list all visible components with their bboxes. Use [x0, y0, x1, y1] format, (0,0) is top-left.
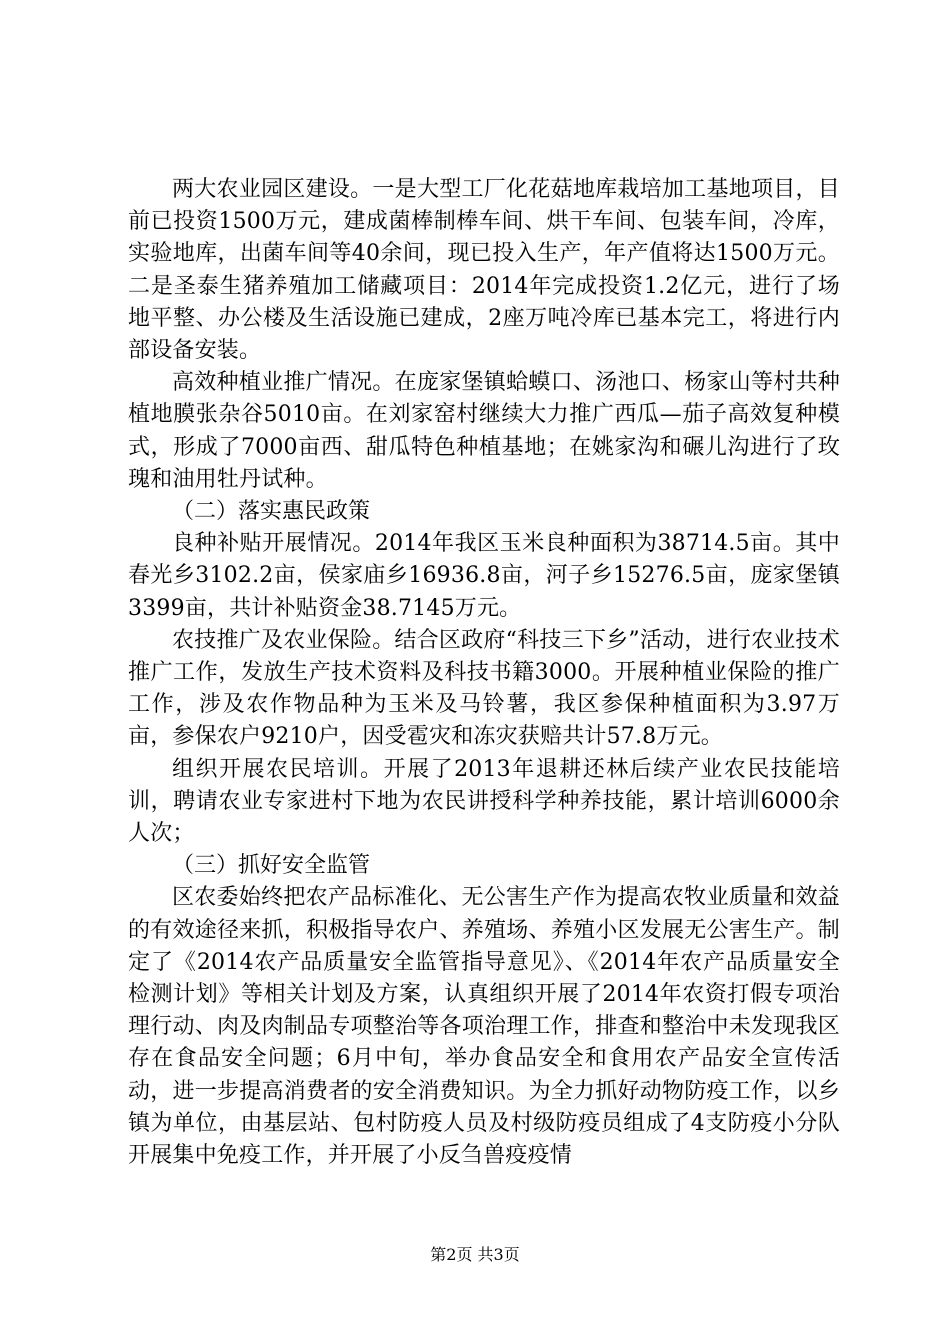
document-body [128, 174, 840, 1172]
paragraph-farmer-training: 组织开展农民培训。开展了2013年退耕还林后续产业农民技能培训，聘请农业专家进村下地为农民讲授科学种养技能，累计培训6000余人次； [128, 756, 840, 847]
paragraph-park-construction: 两大农业园区建设。一是大型工厂化花菇地库栽培加工基地项目，目前已投资1500万元，建成菌棒制棒车间、烘干车间、包装车间，冷库，实验地库，出菌车间等40余间，现已投入生产，年产值将达1500万元。二是圣泰生猪养殖加工储藏项目：2014年完成投资1.2亿元，进行了场地平整、办公楼及生活设施已建成，2座万吨冷库已基本完工，将进行内部设备安装。 [128, 177, 840, 364]
section-heading-safety: （三）抓好安全监管 [172, 853, 371, 879]
section-heading-policies: （二）落实惠民政策 [172, 499, 371, 525]
paragraph-planting-promotion: 高效种植业推广情况。在庞家堡镇蛤蟆口、汤池口、杨家山等村共种植地膜张杂谷5010亩。在刘家窑村继续大力推广西瓜—茄子高效复种模式，形成了7000亩西、甜瓜特色种植基地；在姚家沟和碾儿沟进行了玫瑰和油用牡丹试种。 [128, 370, 840, 492]
paragraph-tech-insurance: 农技推广及农业保险。结合区政府“科技三下乡”活动，进行农业技术推广工作，发放生产技术资料及科技书籍3000。开展种植业保险的推广工作，涉及农作物品种为玉米及马铃薯，我区参保种植面积为3.97万亩，参保农户9210户，因受雹灾和冻灾获赔共计57.8万元。 [128, 627, 840, 750]
page-footer: 第2页 共3页 [430, 1245, 520, 1264]
paragraph-safety-supervision: 区农委始终把农产品标准化、无公害生产作为提高农牧业质量和效益的有效途径来抓，积极指导农户、养殖场、养殖小区发展无公害生产。制定了《2014农产品质量安全监管指导意见》、《2014年农产品质量安全检测计划》等相关计划及方案，认真组织开展了2014年农资打假专项治理行动、肉及肉制品专项整治等各项治理工作，排查和整治中未发现我区存在食品安全问题；6月中旬，举办食品安全和食用农产品安全宣传活动，进一步提高消费者的安全消费知识。为全力抓好动物防疫工作，以乡镇为单位，由基层站、包村防疫人员及村级防疫员组成了4支防疫小分队开展集中免疫工作，并开展了小反刍兽疫疫情 [128, 885, 840, 1169]
paragraph-seed-subsidy: 良种补贴开展情况。2014年我区玉米良种面积为38714.5亩。其中春光乡3102.2亩，侯家庙乡16936.8亩，河子乡15276.5亩，庞家堡镇3399亩，共计补贴资金38.7145万元。 [128, 531, 840, 621]
